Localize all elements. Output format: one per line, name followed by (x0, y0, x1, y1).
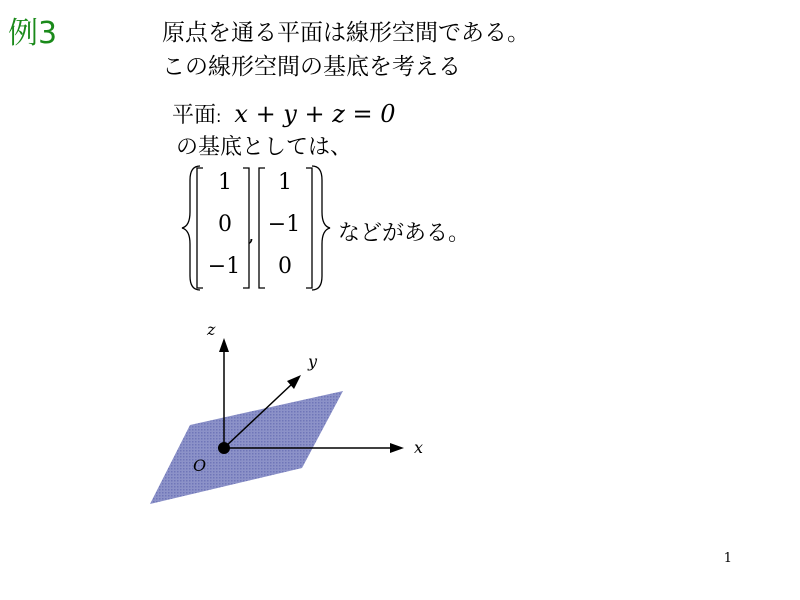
z-axis-label: z (207, 320, 216, 339)
y-axis-label: y (308, 352, 318, 371)
x-axis-label: x (414, 438, 424, 457)
plane-colon: : (216, 107, 222, 126)
z-axis-arrowhead (219, 338, 229, 352)
basis-outro: などがある。 (338, 221, 471, 246)
x-axis-arrowhead (390, 443, 404, 453)
origin-label: O (193, 456, 207, 475)
vector2-entry-2: −1 (267, 212, 301, 237)
vector2-entry-1: 1 (278, 170, 292, 195)
page-number: 1 (723, 551, 732, 566)
slide-title: 例3 (8, 16, 58, 51)
vector1-entry-3: −1 (207, 254, 241, 279)
plane-equation: x + y + z = 0 (234, 100, 396, 128)
origin-point (218, 442, 230, 454)
intro-line-1: 原点を通る平面は線形空間である。 (162, 20, 530, 46)
vector-separator: , (248, 222, 255, 246)
vector2-entry-3: 0 (278, 254, 292, 279)
plane-label: 平面 (172, 103, 217, 128)
intro-line-2: この線形空間の基底を考える (162, 54, 461, 80)
vector1-entry-2: 0 (218, 212, 232, 237)
basis-intro: の基底としては、 (176, 135, 353, 160)
vector1-entry-1: 1 (218, 170, 232, 195)
